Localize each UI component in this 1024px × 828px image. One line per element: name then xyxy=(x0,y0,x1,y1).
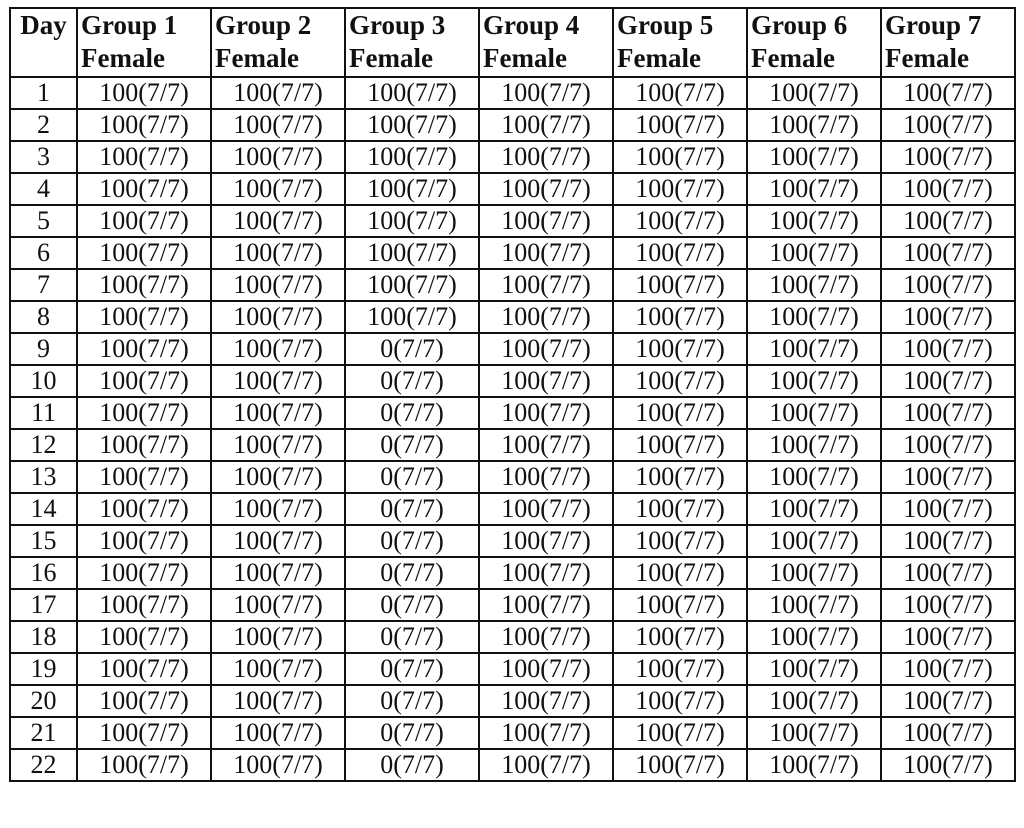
group-sex: Female xyxy=(349,43,433,73)
day-cell: 14 xyxy=(10,493,77,525)
day-cell: 15 xyxy=(10,525,77,557)
group-4-cell: 100(7/7) xyxy=(479,621,613,653)
group-5-cell: 100(7/7) xyxy=(613,589,747,621)
group-3-cell: 0(7/7) xyxy=(345,365,479,397)
group-4-cell: 100(7/7) xyxy=(479,557,613,589)
group-2-cell: 100(7/7) xyxy=(211,461,345,493)
table-row xyxy=(10,237,1015,269)
group-2-header xyxy=(211,8,345,77)
day-column-header: Day xyxy=(10,8,77,77)
group-5-header xyxy=(613,8,747,77)
group-5-cell: 100(7/7) xyxy=(613,717,747,749)
group-1-cell: 100(7/7) xyxy=(77,461,211,493)
header-row xyxy=(10,8,1015,77)
group-5-cell: 100(7/7) xyxy=(613,557,747,589)
group-2-cell: 100(7/7) xyxy=(211,493,345,525)
group-4-cell: 100(7/7) xyxy=(479,525,613,557)
group-4-cell: 100(7/7) xyxy=(479,461,613,493)
day-cell: 9 xyxy=(10,333,77,365)
day-cell: 17 xyxy=(10,589,77,621)
group-5-cell: 100(7/7) xyxy=(613,685,747,717)
group-6-cell: 100(7/7) xyxy=(747,429,881,461)
group-name: Group 4 xyxy=(483,10,580,40)
group-3-cell: 0(7/7) xyxy=(345,461,479,493)
table-row xyxy=(10,621,1015,653)
group-5-cell: 100(7/7) xyxy=(613,205,747,237)
group-4-cell: 100(7/7) xyxy=(479,365,613,397)
group-4-cell: 100(7/7) xyxy=(479,109,613,141)
table-row xyxy=(10,461,1015,493)
group-2-cell: 100(7/7) xyxy=(211,333,345,365)
group-sex: Female xyxy=(81,43,165,73)
group-3-cell: 0(7/7) xyxy=(345,589,479,621)
group-sex: Female xyxy=(617,43,701,73)
group-2-cell: 100(7/7) xyxy=(211,717,345,749)
group-3-cell: 100(7/7) xyxy=(345,141,479,173)
table-row xyxy=(10,173,1015,205)
group-3-cell: 100(7/7) xyxy=(345,109,479,141)
group-7-cell: 100(7/7) xyxy=(881,173,1015,205)
group-4-cell: 100(7/7) xyxy=(479,685,613,717)
group-4-cell: 100(7/7) xyxy=(479,333,613,365)
group-3-cell: 0(7/7) xyxy=(345,493,479,525)
group-5-cell: 100(7/7) xyxy=(613,173,747,205)
table-row xyxy=(10,141,1015,173)
group-7-cell: 100(7/7) xyxy=(881,365,1015,397)
group-7-cell: 100(7/7) xyxy=(881,429,1015,461)
table-row xyxy=(10,269,1015,301)
group-6-header xyxy=(747,8,881,77)
group-5-cell: 100(7/7) xyxy=(613,429,747,461)
table-row xyxy=(10,525,1015,557)
group-sex: Female xyxy=(483,43,567,73)
day-cell: 8 xyxy=(10,301,77,333)
group-4-cell: 100(7/7) xyxy=(479,237,613,269)
day-cell: 21 xyxy=(10,717,77,749)
group-6-cell: 100(7/7) xyxy=(747,77,881,109)
group-sex: Female xyxy=(215,43,299,73)
group-7-cell: 100(7/7) xyxy=(881,557,1015,589)
group-5-cell: 100(7/7) xyxy=(613,269,747,301)
group-6-cell: 100(7/7) xyxy=(747,749,881,781)
group-1-cell: 100(7/7) xyxy=(77,685,211,717)
table-row xyxy=(10,429,1015,461)
table-header xyxy=(10,8,1015,77)
group-7-cell: 100(7/7) xyxy=(881,237,1015,269)
group-7-cell: 100(7/7) xyxy=(881,109,1015,141)
group-4-cell: 100(7/7) xyxy=(479,141,613,173)
group-7-cell: 100(7/7) xyxy=(881,141,1015,173)
group-2-cell: 100(7/7) xyxy=(211,397,345,429)
group-3-cell: 100(7/7) xyxy=(345,237,479,269)
group-4-cell: 100(7/7) xyxy=(479,301,613,333)
group-6-cell: 100(7/7) xyxy=(747,525,881,557)
group-5-cell: 100(7/7) xyxy=(613,525,747,557)
group-2-cell: 100(7/7) xyxy=(211,301,345,333)
group-3-header xyxy=(345,8,479,77)
group-2-cell: 100(7/7) xyxy=(211,77,345,109)
group-3-cell: 0(7/7) xyxy=(345,717,479,749)
group-1-cell: 100(7/7) xyxy=(77,525,211,557)
group-6-cell: 100(7/7) xyxy=(747,717,881,749)
group-6-cell: 100(7/7) xyxy=(747,173,881,205)
group-3-cell: 0(7/7) xyxy=(345,685,479,717)
group-5-cell: 100(7/7) xyxy=(613,749,747,781)
table-row xyxy=(10,109,1015,141)
group-3-cell: 0(7/7) xyxy=(345,653,479,685)
table-row xyxy=(10,717,1015,749)
group-7-cell: 100(7/7) xyxy=(881,621,1015,653)
day-cell: 7 xyxy=(10,269,77,301)
table-row xyxy=(10,77,1015,109)
group-3-cell: 100(7/7) xyxy=(345,77,479,109)
table-row xyxy=(10,685,1015,717)
group-3-cell: 0(7/7) xyxy=(345,621,479,653)
group-2-cell: 100(7/7) xyxy=(211,205,345,237)
table-row xyxy=(10,205,1015,237)
group-name: Group 5 xyxy=(617,10,714,40)
group-7-cell: 100(7/7) xyxy=(881,525,1015,557)
group-7-cell: 100(7/7) xyxy=(881,589,1015,621)
day-cell: 10 xyxy=(10,365,77,397)
table-row xyxy=(10,653,1015,685)
group-2-cell: 100(7/7) xyxy=(211,749,345,781)
group-2-cell: 100(7/7) xyxy=(211,365,345,397)
group-name: Group 6 xyxy=(751,10,848,40)
group-4-cell: 100(7/7) xyxy=(479,429,613,461)
group-2-cell: 100(7/7) xyxy=(211,685,345,717)
group-2-cell: 100(7/7) xyxy=(211,269,345,301)
day-cell: 5 xyxy=(10,205,77,237)
group-name: Group 1 xyxy=(81,10,178,40)
group-5-cell: 100(7/7) xyxy=(613,493,747,525)
group-5-cell: 100(7/7) xyxy=(613,109,747,141)
group-6-cell: 100(7/7) xyxy=(747,205,881,237)
group-6-cell: 100(7/7) xyxy=(747,589,881,621)
group-6-cell: 100(7/7) xyxy=(747,461,881,493)
group-5-cell: 100(7/7) xyxy=(613,301,747,333)
group-3-cell: 0(7/7) xyxy=(345,397,479,429)
group-3-cell: 0(7/7) xyxy=(345,429,479,461)
group-4-cell: 100(7/7) xyxy=(479,205,613,237)
day-cell: 4 xyxy=(10,173,77,205)
group-1-cell: 100(7/7) xyxy=(77,237,211,269)
group-6-cell: 100(7/7) xyxy=(747,109,881,141)
group-2-cell: 100(7/7) xyxy=(211,109,345,141)
day-cell: 18 xyxy=(10,621,77,653)
group-7-cell: 100(7/7) xyxy=(881,493,1015,525)
day-cell: 22 xyxy=(10,749,77,781)
group-6-cell: 100(7/7) xyxy=(747,269,881,301)
group-6-cell: 100(7/7) xyxy=(747,141,881,173)
group-1-cell: 100(7/7) xyxy=(77,493,211,525)
group-1-cell: 100(7/7) xyxy=(77,589,211,621)
group-1-cell: 100(7/7) xyxy=(77,653,211,685)
group-7-cell: 100(7/7) xyxy=(881,269,1015,301)
table-row xyxy=(10,493,1015,525)
day-cell: 6 xyxy=(10,237,77,269)
group-4-header xyxy=(479,8,613,77)
group-4-cell: 100(7/7) xyxy=(479,173,613,205)
group-2-cell: 100(7/7) xyxy=(211,525,345,557)
group-4-cell: 100(7/7) xyxy=(479,397,613,429)
group-3-cell: 100(7/7) xyxy=(345,301,479,333)
group-name: Group 2 xyxy=(215,10,312,40)
group-5-cell: 100(7/7) xyxy=(613,653,747,685)
group-7-cell: 100(7/7) xyxy=(881,205,1015,237)
group-2-cell: 100(7/7) xyxy=(211,589,345,621)
group-7-cell: 100(7/7) xyxy=(881,717,1015,749)
group-1-cell: 100(7/7) xyxy=(77,173,211,205)
day-cell: 1 xyxy=(10,77,77,109)
group-5-cell: 100(7/7) xyxy=(613,621,747,653)
table-body xyxy=(10,77,1015,781)
day-cell: 20 xyxy=(10,685,77,717)
group-1-cell: 100(7/7) xyxy=(77,397,211,429)
group-2-cell: 100(7/7) xyxy=(211,141,345,173)
table-row xyxy=(10,365,1015,397)
group-1-cell: 100(7/7) xyxy=(77,301,211,333)
group-5-cell: 100(7/7) xyxy=(613,237,747,269)
group-1-cell: 100(7/7) xyxy=(77,429,211,461)
data-table xyxy=(9,7,1016,782)
group-3-cell: 0(7/7) xyxy=(345,525,479,557)
group-4-cell: 100(7/7) xyxy=(479,77,613,109)
group-5-cell: 100(7/7) xyxy=(613,77,747,109)
group-7-cell: 100(7/7) xyxy=(881,397,1015,429)
group-5-cell: 100(7/7) xyxy=(613,397,747,429)
group-6-cell: 100(7/7) xyxy=(747,557,881,589)
table-row xyxy=(10,749,1015,781)
group-name: Group 3 xyxy=(349,10,446,40)
group-7-header xyxy=(881,8,1015,77)
group-2-cell: 100(7/7) xyxy=(211,653,345,685)
group-3-cell: 0(7/7) xyxy=(345,557,479,589)
group-7-cell: 100(7/7) xyxy=(881,301,1015,333)
table-row xyxy=(10,333,1015,365)
group-2-cell: 100(7/7) xyxy=(211,429,345,461)
group-2-cell: 100(7/7) xyxy=(211,557,345,589)
group-6-cell: 100(7/7) xyxy=(747,365,881,397)
group-1-cell: 100(7/7) xyxy=(77,141,211,173)
group-5-cell: 100(7/7) xyxy=(613,141,747,173)
group-5-cell: 100(7/7) xyxy=(613,461,747,493)
group-1-cell: 100(7/7) xyxy=(77,717,211,749)
group-1-header xyxy=(77,8,211,77)
group-4-cell: 100(7/7) xyxy=(479,589,613,621)
group-7-cell: 100(7/7) xyxy=(881,461,1015,493)
group-sex: Female xyxy=(751,43,835,73)
table-row xyxy=(10,589,1015,621)
group-4-cell: 100(7/7) xyxy=(479,749,613,781)
group-name: Group 7 xyxy=(885,10,982,40)
group-6-cell: 100(7/7) xyxy=(747,621,881,653)
group-1-cell: 100(7/7) xyxy=(77,109,211,141)
group-6-cell: 100(7/7) xyxy=(747,493,881,525)
group-7-cell: 100(7/7) xyxy=(881,653,1015,685)
group-6-cell: 100(7/7) xyxy=(747,333,881,365)
group-7-cell: 100(7/7) xyxy=(881,333,1015,365)
table-row xyxy=(10,397,1015,429)
group-4-cell: 100(7/7) xyxy=(479,653,613,685)
table-row xyxy=(10,557,1015,589)
group-1-cell: 100(7/7) xyxy=(77,557,211,589)
group-2-cell: 100(7/7) xyxy=(211,173,345,205)
group-3-cell: 100(7/7) xyxy=(345,173,479,205)
day-cell: 3 xyxy=(10,141,77,173)
group-7-cell: 100(7/7) xyxy=(881,77,1015,109)
group-4-cell: 100(7/7) xyxy=(479,269,613,301)
group-4-cell: 100(7/7) xyxy=(479,493,613,525)
group-6-cell: 100(7/7) xyxy=(747,653,881,685)
group-1-cell: 100(7/7) xyxy=(77,269,211,301)
group-1-cell: 100(7/7) xyxy=(77,621,211,653)
group-2-cell: 100(7/7) xyxy=(211,237,345,269)
group-5-cell: 100(7/7) xyxy=(613,365,747,397)
group-3-cell: 100(7/7) xyxy=(345,269,479,301)
day-cell: 12 xyxy=(10,429,77,461)
group-3-cell: 0(7/7) xyxy=(345,333,479,365)
group-sex: Female xyxy=(885,43,969,73)
group-4-cell: 100(7/7) xyxy=(479,717,613,749)
group-5-cell: 100(7/7) xyxy=(613,333,747,365)
group-1-cell: 100(7/7) xyxy=(77,205,211,237)
day-cell: 11 xyxy=(10,397,77,429)
group-1-cell: 100(7/7) xyxy=(77,365,211,397)
group-1-cell: 100(7/7) xyxy=(77,749,211,781)
table-row xyxy=(10,301,1015,333)
group-6-cell: 100(7/7) xyxy=(747,301,881,333)
group-7-cell: 100(7/7) xyxy=(881,685,1015,717)
day-cell: 16 xyxy=(10,557,77,589)
group-3-cell: 0(7/7) xyxy=(345,749,479,781)
day-cell: 13 xyxy=(10,461,77,493)
group-2-cell: 100(7/7) xyxy=(211,621,345,653)
group-1-cell: 100(7/7) xyxy=(77,333,211,365)
day-cell: 2 xyxy=(10,109,77,141)
group-6-cell: 100(7/7) xyxy=(747,237,881,269)
group-7-cell: 100(7/7) xyxy=(881,749,1015,781)
group-1-cell: 100(7/7) xyxy=(77,77,211,109)
day-cell: 19 xyxy=(10,653,77,685)
group-6-cell: 100(7/7) xyxy=(747,685,881,717)
group-3-cell: 100(7/7) xyxy=(345,205,479,237)
group-6-cell: 100(7/7) xyxy=(747,397,881,429)
